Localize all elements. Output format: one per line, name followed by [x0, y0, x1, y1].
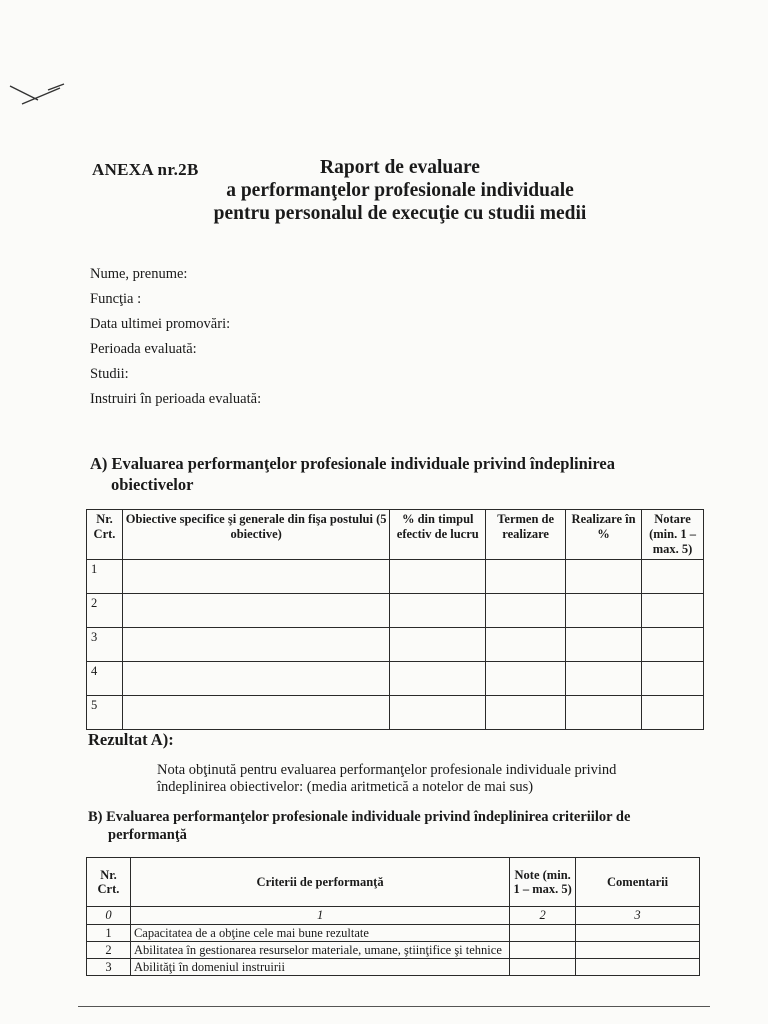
field-last-promotion: Data ultimei promovări:	[90, 316, 231, 332]
field-trainings: Instruiri în perioada evaluată:	[90, 391, 262, 407]
achievement-cell[interactable]	[566, 560, 642, 594]
note-cell[interactable]	[510, 925, 576, 942]
table-row	[87, 628, 704, 662]
objective-cell[interactable]	[122, 628, 389, 662]
field-name: Nume, prenume:	[90, 266, 188, 282]
table-header-row	[87, 510, 704, 560]
deadline-cell[interactable]	[486, 662, 566, 696]
deadline-cell[interactable]	[486, 628, 566, 662]
time-percent-cell[interactable]	[390, 594, 486, 628]
time-percent-cell[interactable]	[390, 662, 486, 696]
time-percent-cell[interactable]	[390, 628, 486, 662]
objectives-table	[86, 509, 704, 730]
criterion-cell: Capacitatea de a obţine cele mai bune rezultate	[130, 925, 509, 942]
index-row	[87, 907, 700, 925]
note-cell[interactable]	[510, 959, 576, 976]
note-cell[interactable]	[510, 942, 576, 959]
note-line: îndeplinirea obiectivelor: (media aritmetică a notelor de mai sus)	[157, 779, 534, 795]
score-cell[interactable]	[642, 662, 704, 696]
table-row	[87, 696, 704, 730]
heading-line: B) Evaluarea performanţelor profesionale individuale privind îndeplinirea criteriilor de	[88, 809, 631, 825]
col-header: Nr. Crt.	[87, 510, 123, 560]
criterion-cell: Abilitatea în gestionarea resurselor materiale, umane, ştiinţifice şi tehnice	[130, 942, 509, 959]
personal-fields	[90, 262, 261, 412]
title-line: a performanţelor profesionale individuale	[226, 180, 574, 201]
field-evaluated-period: Perioada evaluată:	[90, 341, 197, 357]
bottom-divider	[78, 1006, 710, 1007]
table-header-row	[87, 858, 700, 907]
score-cell[interactable]	[642, 560, 704, 594]
achievement-cell[interactable]	[566, 662, 642, 696]
index-cell: 2	[510, 907, 576, 925]
title-line: pentru personalul de execuţie cu studii medii	[213, 203, 587, 224]
heading-line: obiectivelor	[111, 475, 194, 494]
col-header: Realizare în %	[566, 510, 642, 560]
achievement-cell[interactable]	[566, 628, 642, 662]
col-header: Note (min. 1 – max. 5)	[510, 858, 576, 907]
section-b-heading	[88, 808, 688, 844]
time-percent-cell[interactable]	[390, 560, 486, 594]
col-header: Criterii de performanţă	[130, 858, 509, 907]
annex-label: ANEXA nr.2B	[92, 160, 199, 179]
table-row	[87, 560, 704, 594]
score-cell[interactable]	[642, 594, 704, 628]
deadline-cell[interactable]	[486, 696, 566, 730]
objective-cell[interactable]	[122, 594, 389, 628]
comment-cell[interactable]	[576, 959, 700, 976]
deadline-cell[interactable]	[486, 560, 566, 594]
result-a-label: Rezultat A):	[88, 730, 174, 749]
table-row	[87, 959, 700, 976]
col-header: Nr. Crt.	[87, 858, 131, 907]
time-percent-cell[interactable]	[390, 696, 486, 730]
heading-line: A) Evaluarea performanţelor profesionale individuale privind îndeplinirea	[90, 454, 615, 473]
score-cell[interactable]	[642, 628, 704, 662]
row-number: 5	[87, 696, 123, 730]
col-header: Obiective specifice şi generale din fişa postului (5 obiective)	[122, 510, 389, 560]
row-number: 2	[87, 942, 131, 959]
row-number: 4	[87, 662, 123, 696]
index-cell: 0	[87, 907, 131, 925]
objective-cell[interactable]	[122, 560, 389, 594]
deadline-cell[interactable]	[486, 594, 566, 628]
section-a-heading	[90, 453, 690, 495]
note-line: Nota obţinută pentru evaluarea performanţelor profesionale individuale privind	[157, 762, 617, 778]
title-line: Raport de evaluare	[320, 157, 480, 178]
table-row	[87, 594, 704, 628]
heading-line: performanţă	[108, 827, 187, 843]
objective-cell[interactable]	[122, 696, 389, 730]
comment-cell[interactable]	[576, 925, 700, 942]
result-a-note	[157, 762, 677, 796]
row-number: 3	[87, 959, 131, 976]
objective-cell[interactable]	[122, 662, 389, 696]
col-header: % din timpul efectiv de lucru	[390, 510, 486, 560]
table-row	[87, 662, 704, 696]
comment-cell[interactable]	[576, 942, 700, 959]
score-cell[interactable]	[642, 696, 704, 730]
row-number: 1	[87, 925, 131, 942]
row-number: 2	[87, 594, 123, 628]
achievement-cell[interactable]	[566, 594, 642, 628]
criterion-cell: Abilităţi în domeniul instruirii	[130, 959, 509, 976]
table-row	[87, 942, 700, 959]
col-header: Termen de realizare	[486, 510, 566, 560]
col-header: Notare (min. 1 – max. 5)	[642, 510, 704, 560]
row-number: 3	[87, 628, 123, 662]
table-row	[87, 925, 700, 942]
report-title	[190, 156, 610, 225]
achievement-cell[interactable]	[566, 696, 642, 730]
criteria-table	[86, 857, 700, 976]
col-header: Comentarii	[576, 858, 700, 907]
index-cell: 3	[576, 907, 700, 925]
field-studies: Studii:	[90, 366, 129, 382]
index-cell: 1	[130, 907, 509, 925]
pen-mark-icon	[8, 78, 68, 113]
field-function: Funcţia :	[90, 291, 142, 307]
row-number: 1	[87, 560, 123, 594]
